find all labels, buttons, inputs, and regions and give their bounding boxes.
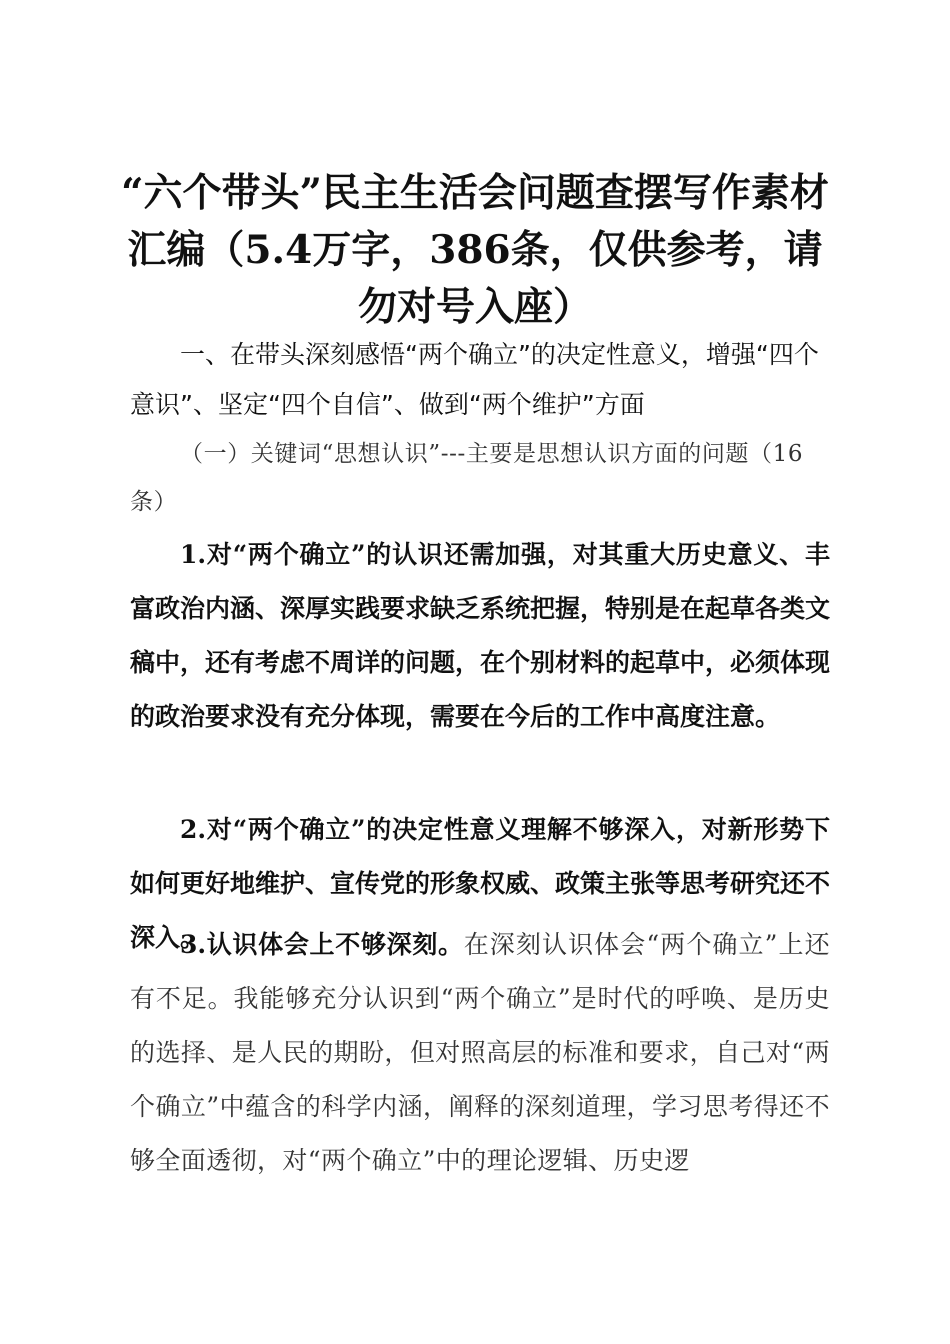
- item-1-text: 1.对“两个确立”的认识还需加强，对其重大历史意义、丰富政治内涵、深厚实践要求缺乏系统把握，特别是在起草各类文稿中，还有考虑不周详的问题，在个别材料的起草中，必须体现的政治要求没有充分体现，需要在今后的工作中高度注意。: [130, 540, 831, 731]
- item-2-text: 2.对“两个确立”的决定性意义理解不够深入，对新形势下如何更好地维护、宣传党的形象权威、政策主张等思考研究还不深入。: [130, 815, 831, 952]
- item-3-body: 在深刻认识体会“两个确立”上还有不足。我能够充分认识到“两个确立”是时代的呼唤、是历史的选择、是人民的期盼，但对照高层的标准和要求，自己对“两个确立”中蕴含的科学内涵，阐释的深刻道理，学习思考得还不够全面透彻，对“两个确立”中的理论逻辑、历史逻: [130, 930, 830, 1175]
- item-paragraph-1: [130, 528, 830, 744]
- item-3-lead: 3.认识体会上不够深刻。: [180, 930, 464, 959]
- subsection-heading: （一）关键词“思想认识”---主要是思想认识方面的问题（16条）: [130, 441, 804, 515]
- section-heading: 一、在带头深刻感悟“两个确立”的决定性意义，增强“四个意识”、坚定“四个自信”、做到“两个维护”方面: [130, 340, 819, 419]
- item-paragraph-3: [130, 918, 830, 1188]
- document-title: “六个带头”民主生活会问题查摆写作素材汇编（5.4万字，386条，仅供参考，请勿对号入座）: [121, 170, 829, 330]
